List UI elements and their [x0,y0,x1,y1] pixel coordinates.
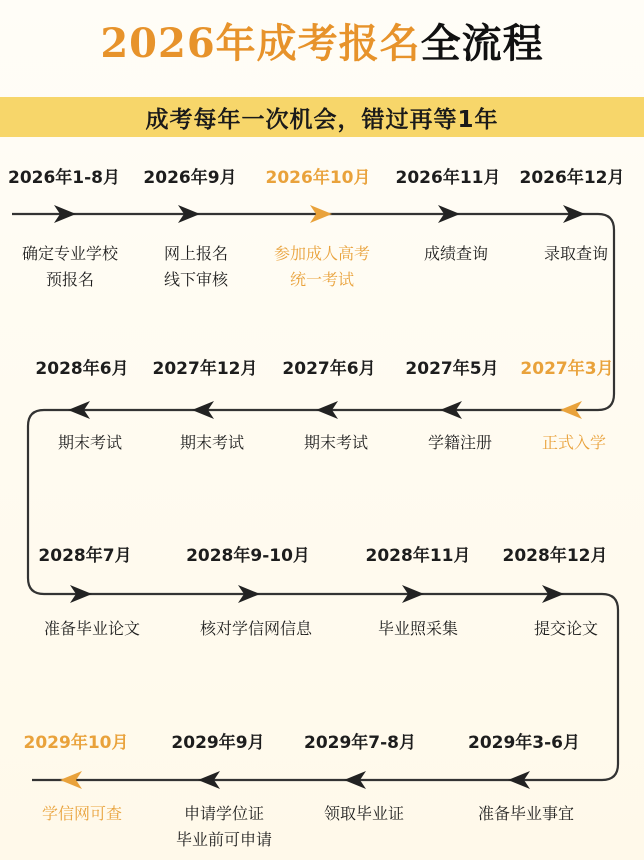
milestone-event-line: 网上报名 [163,244,229,263]
milestone-event-line: 成绩查询 [423,244,489,263]
milestone-date: 2026年9月 [143,168,237,188]
milestone-event [274,241,370,293]
milestone-event [42,801,122,827]
milestone-date: 2026年10月 [265,168,371,188]
milestone-event-line: 预报名 [45,270,95,289]
milestone-event-line: 期末考试 [179,433,245,452]
milestone-event [428,430,492,456]
milestone-date: 2029年10月 [23,733,129,753]
milestone-event [164,241,228,293]
milestone-date: 2028年12月 [502,546,608,566]
milestone-event [542,430,606,456]
milestone-date: 2028年6月 [35,359,129,379]
milestone-date: 2029年3-6月 [467,733,581,753]
milestone-date: 2026年12月 [519,168,625,188]
milestone-event-line: 核对学信网信息 [199,619,313,638]
milestone-event-line: 毕业照采集 [377,619,459,638]
timeline-line [12,214,618,780]
milestone-event-line: 提交论文 [533,619,599,638]
milestone-event [44,616,140,642]
title-part2: 全流程 [420,20,544,67]
milestone-date: 2027年5月 [405,359,499,379]
milestone-event [534,616,598,642]
milestone-date: 2029年7-8月 [303,733,417,753]
milestone-event-line: 统一考试 [289,270,355,289]
milestone-event-line: 确定专业学校 [21,244,119,263]
milestone-event [22,241,118,293]
milestone-date: 2028年7月 [38,546,132,566]
milestone-event [180,430,244,456]
milestone-event [58,430,122,456]
milestone-event-line: 期末考试 [57,433,123,452]
milestone-event [304,430,368,456]
milestone-event [324,801,404,827]
title-part1: 2026年成考报名 [100,20,421,67]
milestone-date: 2026年1-8月 [7,168,121,188]
milestone-event-line: 申请学位证 [183,804,265,823]
milestone-event-line: 领取毕业证 [323,804,405,823]
milestone-event-line: 准备毕业事宜 [477,804,575,823]
milestone-date: 2028年11月 [365,546,471,566]
milestone-date: 2028年9-10月 [186,546,310,566]
milestone-event-line: 毕业前可申请 [175,830,273,849]
milestone-event [378,616,458,642]
milestone-event-line: 正式入学 [541,433,607,452]
milestone-event-line: 学籍注册 [427,433,493,452]
milestone-event [544,241,608,267]
milestone-event [200,616,312,642]
milestone-event [424,241,488,267]
milestone-event-line: 准备毕业论文 [43,619,141,638]
milestone-event-line: 录取查询 [543,244,609,263]
milestone-event-line: 学信网可查 [41,804,123,823]
milestone-event-line: 参加成人高考 [273,244,371,263]
milestone-event [176,801,272,853]
milestone-event-line: 期末考试 [303,433,369,452]
milestone-date: 2027年3月 [520,359,614,379]
milestone-date: 2029年9月 [171,733,265,753]
milestone-date: 2027年6月 [282,359,376,379]
milestone-date: 2026年11月 [395,168,501,188]
milestone-event [478,801,574,827]
subtitle-text: 成考每年一次机会，错过再等1年 [145,106,499,133]
milestone-date: 2027年12月 [152,359,258,379]
milestone-event-line: 线下审核 [163,270,229,289]
